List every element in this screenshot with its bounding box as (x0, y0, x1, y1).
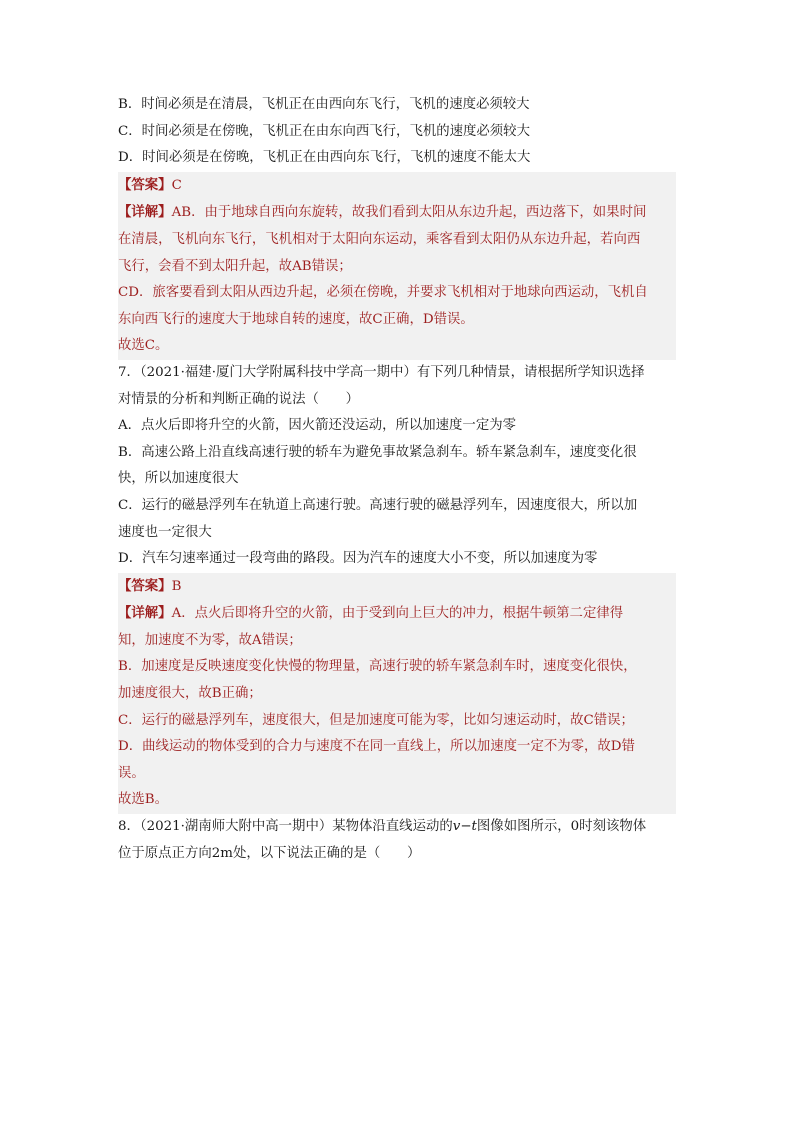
option-line: 速度也一定很大 (118, 524, 212, 540)
detail-line: D．曲线运动的物体受到的合力与速度不在同一直线上，所以加速度一定不为零，故D错 (118, 739, 635, 755)
answer-tag: 【答案】 (118, 176, 172, 193)
answer-line (118, 573, 676, 601)
stem-text: 图像如图所示，0时刻该物体 (476, 819, 647, 835)
detail-line: C．运行的磁悬浮列车，速度很大，但是加速度可能为零，比如匀速运动时，故C错误； (118, 712, 634, 728)
option-line: 快，所以加速度很大 (118, 471, 239, 487)
document-content (118, 92, 676, 867)
detail-line: B．加速度是反映速度变化快慢的物理量，高速行驶的轿车紧急刹车时，速度变化很快， (118, 659, 637, 675)
option-line: D．时间必须是在傍晚，飞机正在由西向东飞行，飞机的速度不能太大 (118, 150, 531, 166)
detail-line: 飞行，会看不到太阳升起，故AB错误； (118, 258, 352, 274)
answer-block-q6 (118, 172, 676, 360)
detail-text: A．点火后即将升空的火箭，由于受到向上巨大的冲力，根据牛顿第二定律得 (171, 606, 624, 622)
conclusion-line: 故选B。 (118, 792, 169, 808)
detail-line: 东向西飞行的速度大于地球自转的速度，故C正确，D错误。 (118, 311, 474, 327)
answer-line (118, 172, 676, 200)
detail-text: AB．由于地球自西向东旋转，故我们看到太阳从东边升起，西边落下，如果时间 (171, 205, 647, 221)
detail-line: 知，加速度不为零，故A错误； (118, 632, 302, 648)
option-line: D．汽车匀速率通过一段弯曲的路段。因为汽车的速度大小不变，所以加速度为零 (118, 551, 598, 567)
question-stem (118, 814, 676, 841)
vt-symbol: v−t (452, 819, 477, 835)
detail-line (118, 600, 676, 628)
question-stem: 位于原点正方向2m处，以下说法正确的是（ ） (118, 845, 421, 861)
option-line: B．高速公路上沿直线高速行驶的轿车为避免事故紧急刹车。轿车紧急刹车，速度变化很 (118, 444, 637, 460)
detail-line: 加速度很大，故B正确； (118, 686, 262, 702)
question-8 (118, 814, 676, 867)
option-line: B．时间必须是在清晨，飞机正在由西向东飞行，飞机的速度必须较大 (118, 97, 530, 112)
detail-line: 误。 (118, 765, 145, 781)
answer-tag: 【答案】 (118, 577, 172, 594)
question-stem: 对情景的分析和判断正确的说法（ ） (118, 391, 360, 407)
question-7 (118, 360, 676, 573)
detail-line: CD．旅客要看到太阳从西边升起，必须在傍晚，并要求飞机相对于地球向西运动，飞机自 (118, 285, 648, 301)
conclusion-line: 故选C。 (118, 338, 169, 354)
answer-value: B (171, 578, 182, 594)
answer-value: C (171, 177, 182, 193)
option-line: C．运行的磁悬浮列车在轨道上高速行驶。高速行驶的磁悬浮列车，因速度很大，所以加 (118, 497, 638, 513)
detail-line: 在清晨，飞机向东飞行，飞机相对于太阳向东运动，乘客看到太阳仍从东边升起，若向西 (118, 231, 641, 247)
stem-text: 8．（2021·湖南师大附中高一期中）某物体沿直线运动的 (118, 819, 453, 835)
detail-line (118, 199, 676, 227)
detail-tag: 【详解】 (118, 204, 172, 221)
detail-tag: 【详解】 (118, 605, 172, 622)
answer-block-q7 (118, 573, 676, 814)
question-stem: 7．（2021·福建·厦门大学附属科技中学高一期中）有下列几种情景，请根据所学知识选择 (118, 364, 645, 380)
option-line: A．点火后即将升空的火箭，因火箭还没运动，所以加速度一定为零 (118, 418, 516, 434)
option-line: C．时间必须是在傍晚，飞机正在由东向西飞行，飞机的速度必须较大 (118, 123, 530, 139)
